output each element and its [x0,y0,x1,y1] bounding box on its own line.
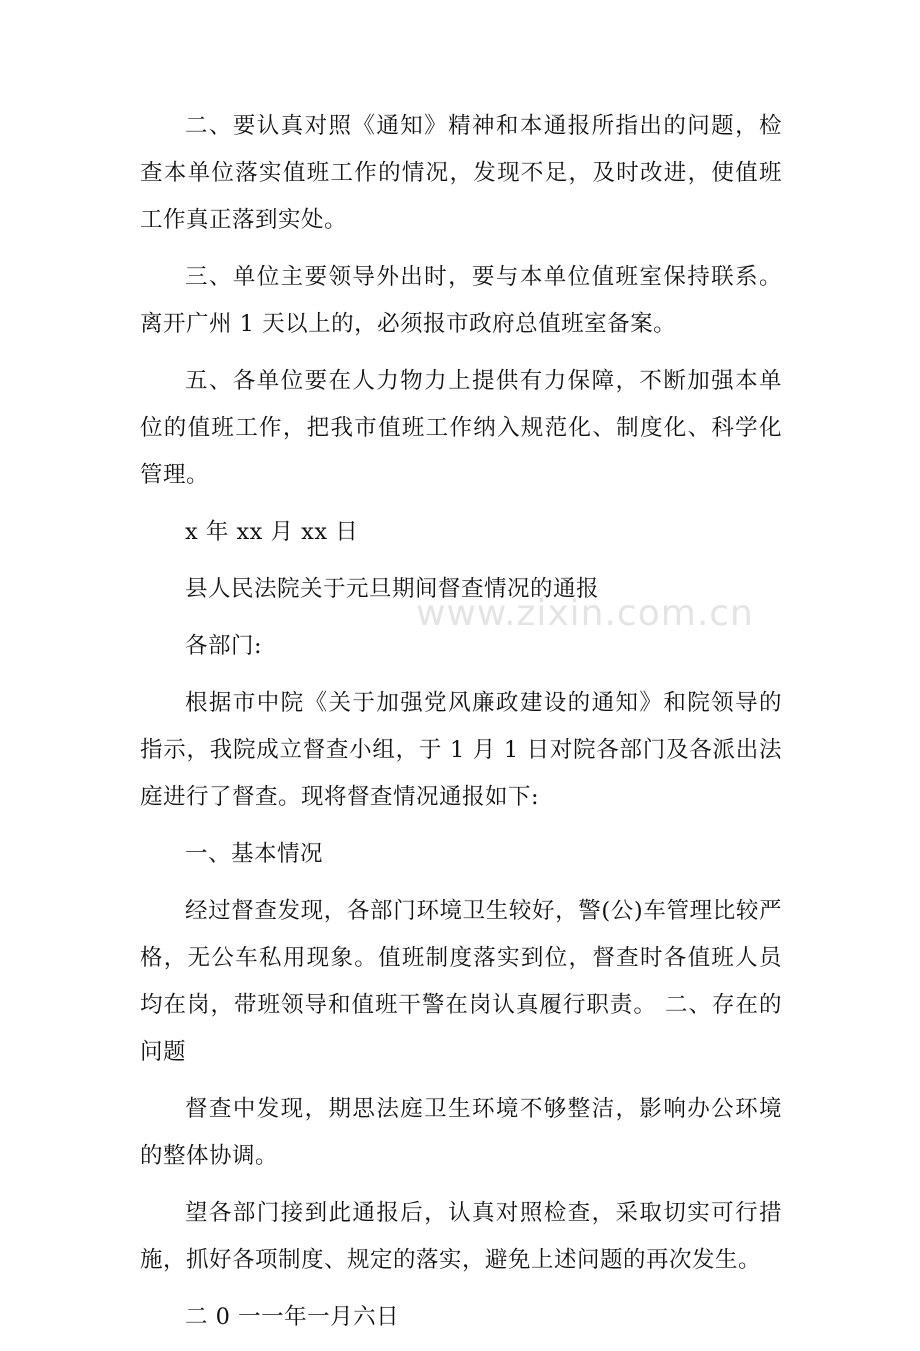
paragraph-item-5: 五、各单位要在人力物力上提供有力保障，不断加强本单位的值班工作，把我市值班工作纳入规范化、制度化、科学化管理。 [140,368,782,488]
document-body [140,103,782,1351]
watermark: www.zixin.com.cn [416,593,754,634]
requirements-paragraph: 望各部门接到此通报后，认真对照检查，采取切实可行措施，抓好各项制度、规定的落实，避免上述问题的再次发生。 [140,1200,782,1273]
notice-title: 县人民法院关于元旦期间督查情况的通报 [185,576,600,602]
problems-paragraph: 督查中发现，期思法庭卫生环境不够整洁，影响办公环境的整体协调。 [140,1096,782,1169]
closing-date: 二 0 一一年一月六日 [185,1304,400,1330]
salutation: 各部门: [185,633,263,659]
section-heading-basic: 一、基本情况 [185,841,324,867]
date-line: x 年 xx 月 xx 日 [185,519,359,545]
paragraph-item-3: 三、单位主要领导外出时，要与本单位值班室保持联系。离开广州 1 天以上的，必须报市政府总值班室备案。 [140,264,782,337]
paragraph-item-2: 二、要认真对照《通知》精神和本通报所指出的问题，检查本单位落实值班工作的情况，发现不足，及时改进，使值班工作真正落到实处。 [140,113,782,233]
basic-situation-paragraph: 经过督查发现，各部门环境卫生较好，警(公)车管理比较严格，无公车私用现象。值班制度落实到位，督查时各值班人员均在岗，带班领导和值班干警在岗认真履行职责。 二、存在的问题 [140,898,782,1065]
intro-paragraph: 根据市中院《关于加强党风廉政建设的通知》和院领导的指示，我院成立督查小组，于 1 月 1 日对院各部门及各派出法庭进行了督查。现将督查情况通报如下: [140,690,782,810]
